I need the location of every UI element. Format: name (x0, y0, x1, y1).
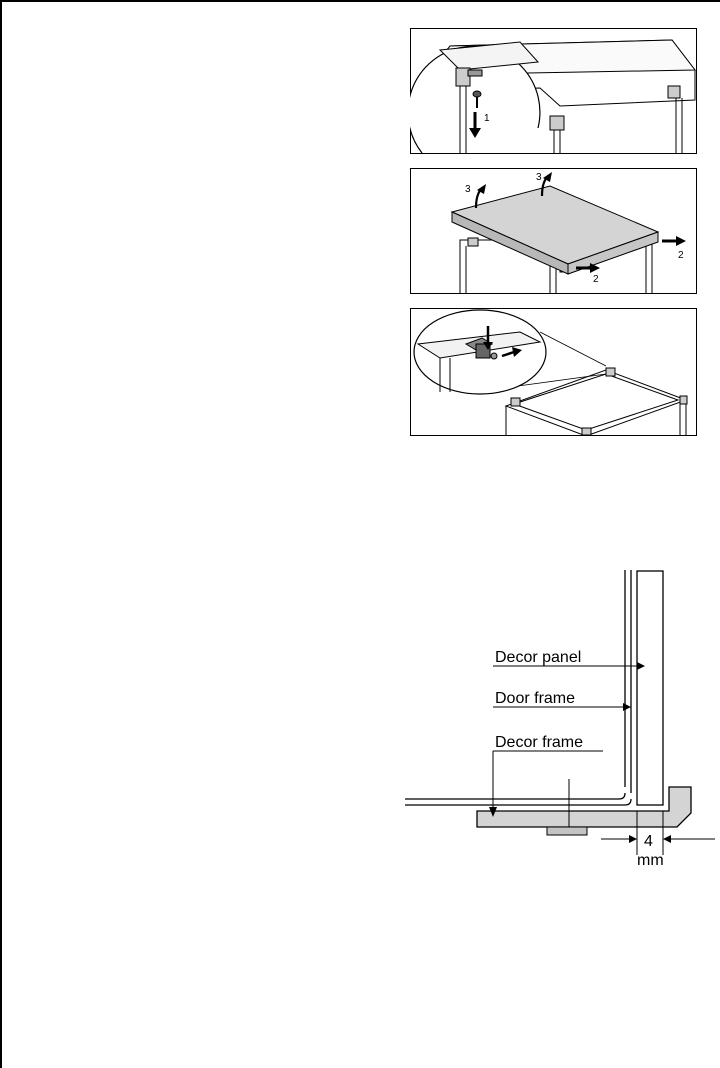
figure-panel-section (405, 565, 720, 875)
bracket-icon (668, 86, 680, 98)
top-removal-drawing (410, 168, 697, 294)
bracket-icon (550, 116, 564, 130)
screw-icon (473, 91, 481, 97)
panel-section-drawing (405, 565, 720, 875)
gap-value: 4 (644, 833, 653, 850)
bracket-icon (606, 368, 615, 376)
bracket-icon (680, 396, 687, 404)
screw-removal-drawing (410, 28, 697, 154)
figure-bracket-fitting (410, 308, 697, 436)
step-number-2: 2 (678, 250, 684, 261)
step-number-2: 2 (593, 274, 599, 285)
decor-panel-shape (637, 571, 663, 805)
step-number-1: 1 (484, 113, 490, 124)
figure-top-removal (410, 168, 697, 294)
step-number-3: 3 (465, 184, 471, 195)
bracket-icon (468, 238, 478, 246)
step-number-3: 3 (536, 172, 542, 183)
bracket-icon (511, 398, 520, 406)
label-decor-panel: Decor panel (495, 649, 582, 666)
bracket-fitting-drawing (410, 308, 697, 436)
gap-unit: mm (637, 852, 664, 869)
figure-screw-removal (410, 28, 697, 154)
bracket-icon (582, 428, 591, 435)
label-door-frame: Door frame (495, 690, 576, 707)
label-decor-frame: Decor frame (495, 734, 584, 751)
